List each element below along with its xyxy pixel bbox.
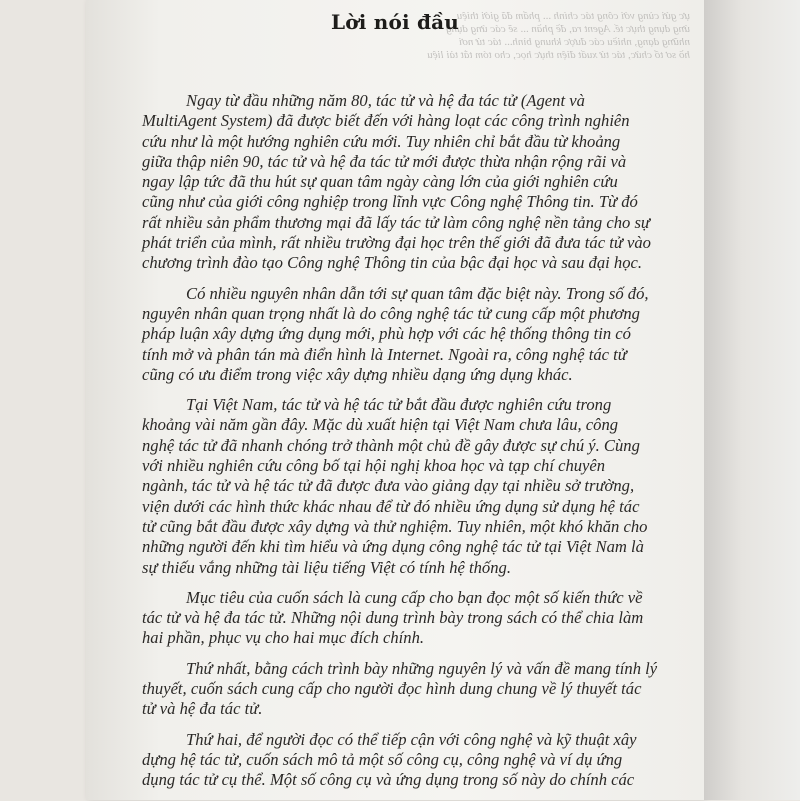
body-text [142, 91, 680, 801]
paragraph [142, 659, 680, 720]
paragraph [142, 395, 680, 578]
text-line: Thứ hai, để người đọc có thể tiếp cận với công nghệ và kỹ thuật xây [186, 729, 637, 749]
page-title: Lời nói đầu [330, 10, 460, 34]
text-line: Tại Việt Nam, tác tử và hệ tác tử bắt đầu được nghiên cứu trong [186, 395, 612, 415]
text-line: MultiAgent System) đã được biết đến với hàng loạt các công trình nghiên [142, 111, 630, 131]
text-line: thuyết, cuốn sách cung cấp cho người đọc hình dung chung về lý thuyết tác [142, 679, 642, 699]
text-line: cũng như của giới công nghiệp trong lĩnh vực Công nghệ Thông tin. Từ đó [142, 192, 638, 212]
text-line: tử và hệ đa tác tử. [142, 699, 263, 719]
text-line: Ngay từ đầu những năm 80, tác tử và hệ đa tác tử (Agent và [186, 91, 585, 110]
text-line: nghệ tác tử đã nhanh chóng trở thành một chủ đề gây được sự chú ý. Cùng [142, 435, 640, 455]
text-line: dụng tác tử cụ thể. Một số công cụ và ứng dụng trong số này do chính các [142, 770, 635, 790]
text-line: viện dưới các hình thức khác nhau để từ đó nhiều ứng dụng sử dụng hệ tác [142, 496, 640, 516]
paragraph [142, 588, 680, 649]
text-line: dựng hệ tác tử, cuốn sách mô tả một số công cụ, công nghệ và ví dụ ứng [142, 749, 623, 769]
text-line: Mục tiêu của cuốn sách là cung cấp cho bạn đọc một số kiến thức về [186, 587, 643, 607]
text-line: hai phần, phục vụ cho hai mục đích chính. [142, 628, 425, 648]
paragraph [142, 284, 680, 385]
text-line: pháp luận xây dựng ứng dụng mới, phù hợp với các hệ thống thông tin có [142, 324, 631, 344]
text-line: rất nhiều sản phẩm thương mại đã lấy tác tử làm công nghệ nền tảng cho sự [142, 212, 650, 232]
text-line: Thứ nhất, bằng cách trình bày những nguyên lý và vấn đề mang tính lý [186, 658, 658, 678]
bleed-through-line: ứng dụng thực tế. Agent ra, đề phần ... sẽ các ứng dụng [445, 23, 690, 35]
text-line: phát triển của mình, rất nhiều trường đại học trên thế giới đã đưa tác tử vào [142, 233, 651, 253]
facing-page-edge [704, 0, 800, 800]
bleed-through-line: ực gửi cùng với công tác chính ... phẩm đã giới thiệu [456, 10, 690, 22]
text-line: cứu như là một hướng nghiên cứu mới. Tuy nhiên chỉ bắt đầu từ khoảng [142, 131, 621, 151]
text-line: những người đến khi tìm hiểu và ứng dụng công nghệ tác tử tại Việt Nam là [142, 537, 644, 557]
text-line: Có nhiều nguyên nhân dẫn tới sự quan tâm đặc biệt này. Trong số đó, [186, 283, 649, 303]
text-line: sự thiếu vắng những tài liệu tiếng Việt có tính hệ thống. [142, 557, 511, 577]
text-line: nguyên nhân quan trọng nhất là do công nghệ tác tử cung cấp một phương [142, 303, 640, 323]
bleed-through-line: những dạng, nhiều các được khung bình... tác tử nơi [458, 36, 690, 48]
text-line: tác tử và hệ đa tác tử. Những nội dung trình bày trong sách có thể chia làm [142, 608, 644, 628]
text-line: ngành, tác tử và hệ tác tử đã được đưa vào giảng dạy tại nhiều sở trường, [142, 476, 635, 496]
paragraph [142, 730, 680, 791]
text-line: với nhiều nghiên cứu công bố tại hội nghị khoa học và tạp chí chuyên [142, 456, 606, 476]
text-line: chương trình đào tạo Công nghệ Thông tin của bậc đại học và sau đại học. [142, 253, 643, 273]
text-line: cũng có ưu điểm trong việc xây dựng nhiều dạng ứng dụng khác. [142, 364, 573, 384]
text-line: khoảng vài năm gần đây. Mặc dù xuất hiện tại Việt Nam chưa lâu, công [142, 415, 619, 435]
text-line: tử cũng bắt đầu được xây dựng và thử nghiệm. Tuy nhiên, một khó khăn cho [142, 516, 648, 536]
bleed-through-line: hồ sơ tổ chức, tác tử xuất điện thực học, cho tóm tắt tài liệu [427, 49, 690, 61]
text-line: tính mở và phân tán mà điển hình là Internet. Ngoài ra, công nghệ tác tử [142, 344, 627, 364]
text-line: ngay lập tức đã thu hút sự quan tâm ngày càng lớn của giới nghiên cứu [142, 172, 618, 192]
paragraph [142, 91, 680, 274]
text-line: giữa thập niên 90, tác tử và hệ đa tác tử mới được thừa nhận rộng rãi và [142, 151, 627, 171]
